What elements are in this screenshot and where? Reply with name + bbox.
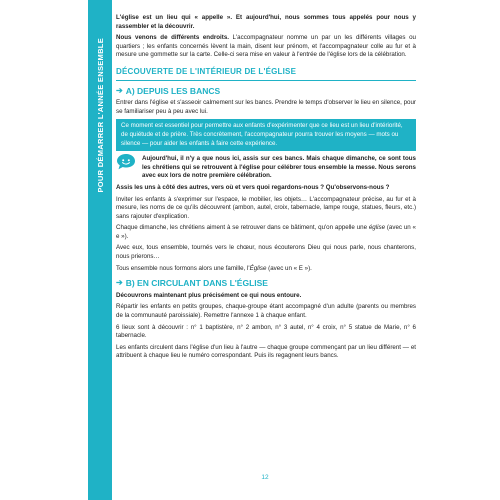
speech-bubble-icon bbox=[116, 153, 136, 170]
p3-text-b: (avec un « e »). bbox=[116, 224, 416, 240]
page-number: 12 bbox=[261, 474, 269, 481]
intro-lead: Nous venons de différents endroits. bbox=[116, 34, 229, 42]
part-b-heading bbox=[116, 279, 416, 288]
highlight-box: Ce moment est essentiel pour permettre aux enfants d'expérimenter que ce lieu est un lieu d'intériorité, de quiétude et de prière. Très concrètement, l'accompagnateur pourra trouver les moyens — mots ou silence — pour aider les enfants à faire cette expérience. bbox=[116, 119, 416, 151]
part-a-title: A) DEPUIS LES BANCS bbox=[125, 85, 221, 96]
part-b-title: B) EN CIRCULANT DANS L'ÉGLISE bbox=[125, 278, 268, 289]
part-a-paragraph-1: Entrer dans l'église et s'asseoir calmement sur les bancs. Prendre le temps d'observer le lieu en silence, pour se familiariser peu à peu avec lui. bbox=[116, 99, 416, 115]
part-a-paragraph-5 bbox=[116, 265, 416, 274]
part-b-paragraph-4: Les enfants circulent dans l'église d'un lieu à l'autre — chaque groupe commençant par un lieu différent — et attribuent à chaque lieu le numéro correspondant. Puis ils regagnent leurs bancs. bbox=[116, 343, 416, 360]
part-a-paragraph-3 bbox=[116, 224, 416, 241]
part-a-paragraph-2: Inviter les enfants à s'exprimer sur l'espace, le mobilier, les objets… L'accompagnateur précise, au fur et à mesure, les noms de ce qu'ils découvrent (ambon, autel, croix, tabernacle, lampe rouge, statues, fleurs, etc.) sans rajouter d'explication. bbox=[116, 195, 416, 220]
sidebar-title-wrap bbox=[88, 0, 112, 230]
part-b-paragraph-1: Découvrons maintenant plus précisément ce qui nous entoure. bbox=[116, 291, 302, 299]
part-a-heading bbox=[116, 87, 416, 96]
part-b-paragraph-2: Répartir les enfants en petits groupes, chaque-groupe étant accompagné d'un adulte (parents ou membres de la communauté paroissiale). Remettre l'annexe 1 à chaque enfant. bbox=[116, 303, 416, 320]
intro-paragraph-2 bbox=[116, 34, 416, 60]
page-content bbox=[116, 14, 416, 364]
part-a-paragraph-4: Avec eux, tous ensemble, tournés vers le chœur, nous écouterons Dieu qui nous parle, nous chanterons, nous prierons… bbox=[116, 244, 416, 261]
speech-text: Aujourd'hui, il n'y a que nous ici, assis sur ces bancs. Mais chaque dimanche, ce sont tous les chrétiens qui se retrouvent à l'église pour célébrer tous ensemble la messe. Nous serons avec eux lors de notre première célébration. bbox=[142, 155, 416, 180]
p3-text-a: Chaque dimanche, les chrétiens aiment à se retrouver dans ce bâtiment, qu'on appelle une bbox=[116, 224, 369, 232]
p5-text-b: (avec un « E »). bbox=[266, 264, 312, 272]
part-b-paragraph-3: 6 lieux sont à découvrir : n° 1 baptistère, n° 2 ambon, n° 3 autel, n° 4 croix, n° 5 statue de Marie, n° 6 tabernacle. bbox=[116, 323, 416, 340]
p3-emphasis: église bbox=[368, 224, 386, 232]
intro-paragraph-1: L'église est un lieu qui « appelle ». Et aujourd'hui, nous sommes tous appelés pour nous y rassembler et la découvrir. bbox=[116, 14, 416, 30]
p5-emphasis: Église bbox=[249, 264, 267, 272]
section-title: DÉCOUVERTE DE L'INTÉRIEUR DE L'ÉGLISE bbox=[116, 68, 416, 81]
question-text: Assis les uns à côté des autres, vers où et vers quoi regardons-nous ? Qu'observons-nous ? bbox=[116, 183, 390, 191]
arrow-right-icon: ➔ bbox=[116, 85, 123, 95]
speech-block bbox=[116, 155, 416, 181]
arrow-right-icon: ➔ bbox=[116, 278, 123, 288]
intro-body: L'accompagnateur nomme un par un les différents villages ou quartiers ; les enfants concernés lèvent la main, disent leur prénom, et l'accompagnateur colle au fur et à mesure une gommette sur la carte. Celle-ci sera mise en valeur à l'entrée de l'église lors de la célébration. bbox=[116, 34, 416, 59]
p5-text-a: Tous ensemble nous formons alors une famille, l' bbox=[116, 264, 250, 272]
sidebar-title: POUR DÉMARRER L'ANNÉE ENSEMBLE bbox=[95, 37, 105, 193]
